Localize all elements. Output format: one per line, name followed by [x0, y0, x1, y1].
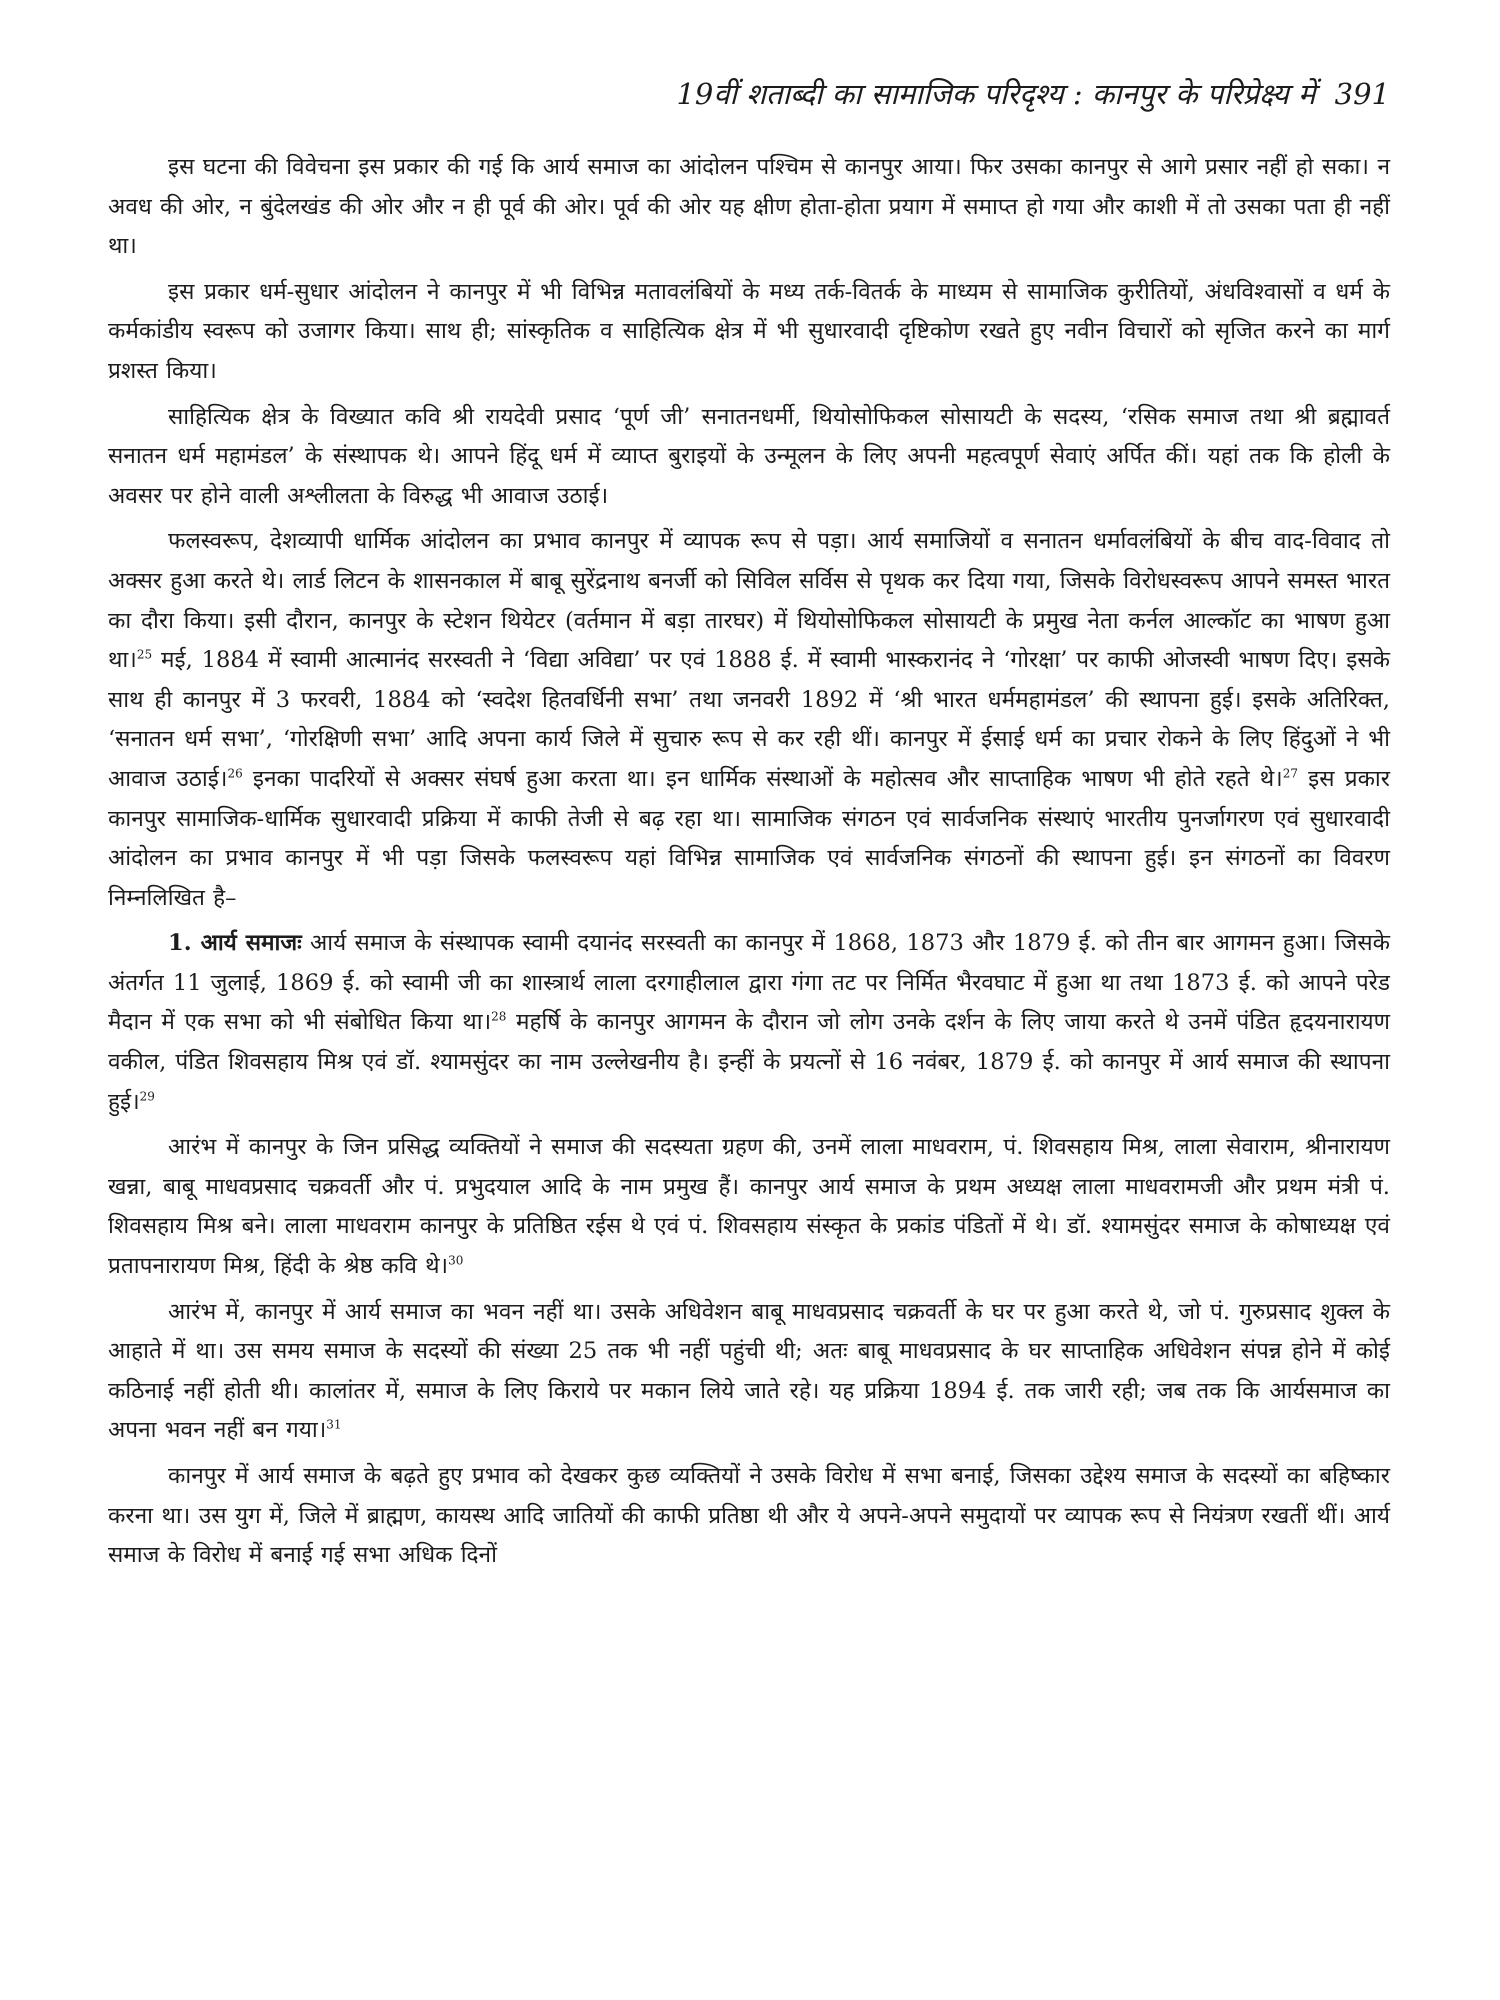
paragraph-4-text-c: इनका पादरियों से अक्सर संघर्ष हुआ करता था। इन धार्मिक संस्थाओं के महोत्सव और साप्ताहिक भाषण भी होते रहते थे। — [242, 765, 1283, 792]
running-header — [108, 74, 1390, 114]
paragraph-2 — [108, 273, 1390, 392]
running-title: 19वीं शताब्दी का सामाजिक परिदृश्य : कानपुर के परिप्रेक्ष्य में — [676, 77, 1316, 111]
footnote-ref-26: 26 — [227, 766, 243, 781]
paragraph-3 — [108, 398, 1390, 517]
footnote-ref-27: 27 — [1282, 766, 1299, 781]
paragraph-1-text: इस घटना की विवेचना इस प्रकार की गई कि आर्य समाज का आंदोलन पश्चिम से कानपुर आया। फिर उसका कानपुर से आगे प्रसार नहीं हो सका। न अवध की ओर, न बुंदेलखंड की ओर और न ही पूर्व की ओर। पूर्व की ओर यह क्षीण होता-होता प्रयाग में समाप्त हो गया और काशी में तो उसका पता ही नहीं था। — [108, 154, 1390, 260]
page-body — [108, 148, 1390, 1576]
paragraph-8 — [108, 1457, 1390, 1576]
paragraph-6-text: आरंभ में कानपुर के जिन प्रसिद्ध व्यक्तियों ने समाज की सदस्यता ग्रहण की, उनमें लाला माधवराम, पं. शिवसहाय मिश्र, लाला सेवाराम, श्रीनारायण खन्ना, बाबू माधवप्रसाद चक्रवर्ती और पं. प्रभुदयाल आदि के नाम प्रमुख हैं। कानपुर आर्य समाज के प्रथम अध्यक्ष लाला माधवरामजी और प्रथम मंत्री पं. शिवसहाय मिश्र बने। लाला माधवराम कानपुर के प्रतिष्ठित रईस थे एवं पं. शिवसहाय संस्कृत के प्रकांड पंडितों में थे। डॉ. श्यामसुंदर समाज के कोषाध्यक्ष एवं प्रतापनारायण मिश्र, हिंदी के श्रेष्ठ कवि थे। — [108, 1134, 1390, 1280]
paragraph-7 — [108, 1293, 1390, 1451]
paragraph-4-text-d: इस प्रकार कानपुर सामाजिक-धार्मिक सुधारवादी प्रक्रिया में काफी तेजी से बढ़ रहा था। सामाजिक संगठन एवं सार्वजनिक संस्थाएं भारतीय पुनर्जागरण एवं सुधारवादी आंदोलन का प्रभाव कानपुर में भी पड़ा जिसके फलस्वरूप यहां विभिन्न सामाजिक एवं सार्वजनिक संगठनों की स्थापना हुई। इन संगठनों का विवरण निम्नलिखित है– — [108, 765, 1391, 911]
footnote-ref-25: 25 — [136, 647, 153, 662]
page-number: 391 — [1334, 77, 1390, 111]
paragraph-8-text: कानपुर में आर्य समाज के बढ़ते हुए प्रभाव को देखकर कुछ व्यक्तियों ने उसके विरोध में सभा बनाई, जिसका उद्देश्य समाज के सदस्यों का बहिष्कार करना था। उस युग में, जिले में ब्राह्मण, कायस्थ आदि जातियों की काफी प्रतिष्ठा थी और ये अपने-अपने समुदायों पर व्यापक रूप से नियंत्रण रखतीं थीं। आर्य समाज के विरोध में बनाई गई सभा अधिक दिनों — [108, 1463, 1390, 1569]
footnote-ref-31: 31 — [326, 1417, 342, 1432]
paragraph-4-text-a: फलस्वरूप, देशव्यापी धार्मिक आंदोलन का प्रभाव कानपुर में व्यापक रूप से पड़ा। आर्य समाजियों व सनातन धर्मावलंबियों के बीच वाद-विवाद तो अक्सर हुआ करते थे। लार्ड लिटन के शासनकाल में बाबू सुरेंद्रनाथ बनर्जी को सिविल सर्विस से पृथक कर दिया गया, जिसके विरोधस्वरूप आपने समस्त भारत का दौरा किया। इसी दौरान, कानपुर के स्टेशन थियेटर (वर्तमान में बड़ा तारघर) में थियोसोफिकल सोसायटी के प्रमुख नेता कर्नल आल्कॉट का भाषण हुआ था। — [108, 528, 1390, 674]
paragraph-1 — [108, 148, 1390, 267]
paragraph-4-text-b: मई, 1884 में स्वामी आत्मानंद सरस्वती ने ‘विद्या अविद्या’ पर एवं 1888 ई. में स्वामी भास्करानंद ने ‘गोरक्षा’ पर काफी ओजस्वी भाषण दिए। इसके साथ ही कानपुर में 3 फरवरी, 1884 को ‘स्वदेश हितवर्धिनी सभा’ तथा जनवरी 1892 में ‘श्री भारत धर्ममहामंडल’ की स्थापना हुई। इसके अतिरिक्त, ‘सनातन धर्म सभा’, ‘गोरक्षिणी सभा’ आदि अपना कार्य जिले में सुचारु रूप से कर रही थीं। कानपुर में ईसाई धर्म का प्रचार रोकने के लिए हिंदुओं ने भी आवाज उठाई। — [108, 647, 1390, 792]
paragraph-7-text: आरंभ में, कानपुर में आर्य समाज का भवन नहीं था। उसके अधिवेशन बाबू माधवप्रसाद चक्रवर्ती के घर पर हुआ करते थे, जो पं. गुरुप्रसाद शुक्ल के आहाते में था। उस समय समाज के सदस्यों की संख्या 25 तक भी नहीं पहुंची थी; अतः बाबू माधवप्रसाद के घर साप्ताहिक अधिवेशन संपन्न होने में कोई कठिनाई नहीं होती थी। कालांतर में, समाज के लिए किराये पर मकान लिये जाते रहे। यह प्रक्रिया 1894 ई. तक जारी रही; जब तक कि आर्यसमाज का अपना भवन नहीं बन गया। — [108, 1298, 1390, 1444]
paragraph-5-text-a: आर्य समाज के संस्थापक स्वामी दयानंद सरस्वती का कानपुर में 1868, 1873 और 1879 ई. को तीन बार आगमन हुआ। जिसके अंतर्गत 11 जुलाई, 1869 ई. को स्वामी जी का शास्त्रार्थ लाला दरगाहीलाल द्वारा गंगा तट पर निर्मित भैरवघाट में हुआ था तथा 1873 ई. को आपने परेड मैदान में एक सभा को भी संबोधित किया था। — [108, 930, 1390, 1036]
footnote-ref-30: 30 — [448, 1253, 464, 1268]
paragraph-6 — [108, 1128, 1390, 1286]
paragraph-5-text-b: महर्षि के कानपुर आगमन के दौरान जो लोग उनके दर्शन के लिए जाया करते थे उनमें पंडित हृदयनारायण वकील, पंडित शिवसहाय मिश्र एवं डॉ. श्यामसुंदर का नाम उल्लेखनीय है। इन्हीं के प्रयत्नों से 16 नवंबर, 1879 ई. को कानपुर में आर्य समाज की स्थापना हुई। — [108, 1009, 1390, 1115]
paragraph-4 — [108, 522, 1390, 918]
paragraph-5 — [108, 924, 1390, 1122]
footnote-ref-29: 29 — [139, 1089, 155, 1104]
paragraph-2-text: इस प्रकार धर्म-सुधार आंदोलन ने कानपुर में भी विभिन्न मतावलंबियों के मध्य तर्क-वितर्क के माध्यम से सामाजिक कुरीतियों, अंधविश्वासों व धर्म के कर्मकांडीय स्वरूप को उजागर किया। साथ ही; सांस्कृतिक व साहित्यिक क्षेत्र में भी सुधारवादी दृष्टिकोण रखते हुए नवीन विचारों को सृजित करने का मार्ग प्रशस्त किया। — [108, 278, 1390, 384]
footnote-ref-28: 28 — [491, 1009, 507, 1024]
section-heading-arya-samaj: 1. आर्य समाजः — [168, 930, 302, 957]
paragraph-3-text: साहित्यिक क्षेत्र के विख्यात कवि श्री रायदेवी प्रसाद ‘पूर्ण जी’ सनातनधर्मी, थियोसोफिकल सोसायटी के सदस्य, ‘रसिक समाज तथा श्री ब्रह्मावर्त सनातन धर्म महामंडल’ के संस्थापक थे। आपने हिंदू धर्म में व्याप्त बुराइयों के उन्मूलन के लिए अपनी महत्वपूर्ण सेवाएं अर्पित कीं। यहां तक कि होली के अवसर पर होने वाली अश्लीलता के विरुद्ध भी आवाज उठाई। — [108, 403, 1390, 509]
